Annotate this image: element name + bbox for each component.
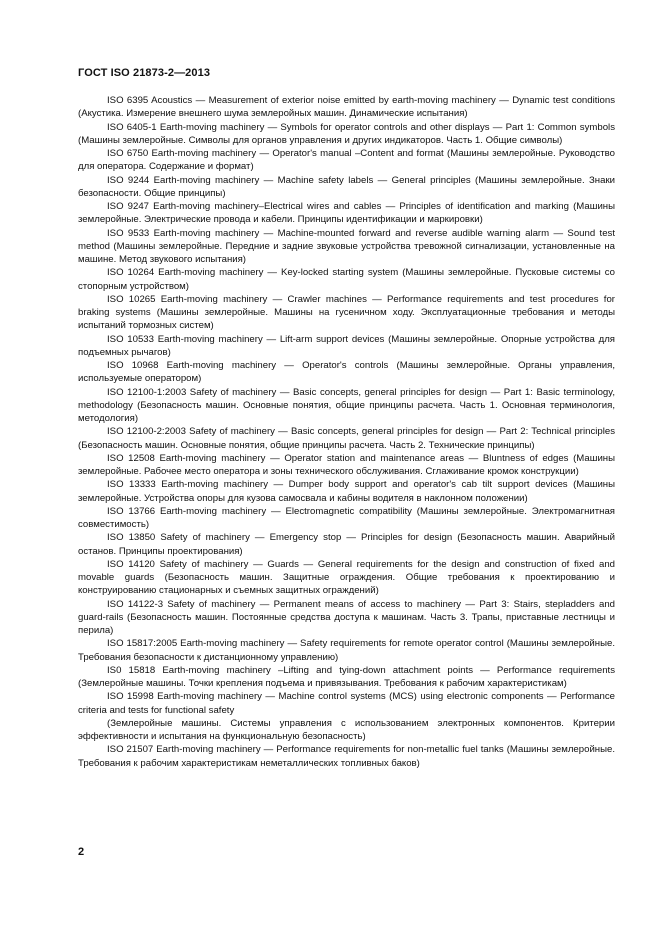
reference-entry: ISO 9533 Earth-moving machinery — Machine-mounted forward and reverse audible warning alarm — Sound test method (Машины землеройные. Передние и задние звуковые устройства тревожной сигнализации, установленные на машине. Метод звукового испытания) [78, 227, 615, 265]
reference-list [78, 94, 615, 770]
reference-entry: ISO 6395 Acoustics — Measurement of exterior noise emitted by earth-moving machinery — Dynamic test conditions (Акустика. Измерение внешнего шума землеройных машин. Динамические испытания) [78, 95, 615, 120]
reference-entry: ISO 9244 Earth-moving machinery — Machine safety labels — General principles (Машины землеройные. Знаки безопасности. Общие принципы) [78, 174, 615, 199]
reference-entry: IS0 15818 Earth-moving machinery –Lifting and tying-down attachment points — Performance requirements (Землеройные машины. Точки крепления подъема и привязывания. Требования к рабочим характеристикам) [78, 664, 615, 689]
reference-entry: ISO 15817:2005 Earth-moving machinery — Safety requirements for remote operator control (Машины землеройные. Требования безопасности к дистанционному управлению) [78, 638, 615, 663]
reference-entry: ISO 21507 Earth-moving machinery — Performance requirements for non-metallic fuel tanks (Машины землеройные. Требования к рабочим характеристикам неметаллических топливных баков) [78, 744, 615, 769]
reference-entry: ISO 6750 Earth-moving machinery — Operator's manual –Content and format (Машины землеройные. Руководство для оператора. Содержание и формат) [78, 148, 615, 173]
reference-entry-main: ISO 15998 Earth-moving machinery — Machine control systems (MCS) using electronic components — Performance criteria and tests for functional safety [78, 691, 615, 716]
document-header: ГОСТ ISO 21873-2—2013 [78, 67, 211, 79]
reference-entry: ISO 10265 Earth-moving machinery — Crawler machines — Performance requirements and test procedures for braking systems (Машины землеройные. Машины на гусеничном ходу. Эксплуатационные требования и методы испытаний тормозных систем) [78, 293, 615, 332]
page-number: 2 [78, 846, 85, 858]
reference-entry: ISO 13333 Earth-moving machinery — Dumper body support and operator's cab tilt support devices (Машины землеройные. Устройства опоры для кузова самосвала и кабины водителя в наклонном положении) [78, 479, 615, 504]
reference-entry: ISO 14120 Safety of machinery — Guards — General requirements for the design and construction of fixed and movable guards (Безопасность машин. Защитные ограждения. Общие требования к проектированию и конструированию стационарных и съемных защитных ограждений) [78, 558, 615, 597]
reference-entry: ISO 13766 Earth-moving machinery — Electromagnetic compatibility (Машины землеройные. Электромагнитная совместимость) [78, 505, 615, 530]
reference-entry: ISO 10533 Earth-moving machinery — Lift-arm support devices (Машины землеройные. Опорные устройства для подъемных рычагов) [78, 333, 615, 358]
reference-entry: ISO 14122-3 Safety of machinery — Permanent means of access to machinery — Part 3: Stairs, stepladders and guard-rails (Безопасность машин. Постоянные средства доступа к машинам. Часть 3. Трапы, приставные лестницы и перила) [78, 598, 615, 636]
reference-entry: ISO 12100-1:2003 Safety of machinery — Basic concepts, general principles for design — Part 1: Basic terminology, methodology (Безопасность машин. Основные понятия, общие принципы расчета. Часть 1. Основная терминология, методология) [78, 386, 615, 424]
reference-entry: ISO 10264 Earth-moving machinery — Key-locked starting system (Машины землеройные. Пусковые системы со стопорным устройством) [78, 267, 615, 292]
reference-entry-multipart [78, 690, 615, 743]
reference-entry: ISO 12508 Earth-moving machinery — Operator station and maintenance areas — Bluntness of edges (Машины землеройные. Рабочее место оператора и зоны технического обслуживания. Сглаживание кромок конструкции) [78, 452, 615, 477]
reference-entry: ISO 9247 Earth-moving machinery–Electrical wires and cables — Principles of identification and marking (Машины землеройные. Электрические провода и кабели. Принципы идентификации и маркировки) [78, 201, 615, 226]
reference-entry: ISO 12100-2:2003 Safety of machinery — Basic concepts, general principles for design — Part 2: Technical principles (Безопасность машин. Основные понятия, общие принципы расчета. Часть 2. Технические принципы) [78, 426, 615, 451]
reference-entry: ISO 10968 Earth-moving machinery — Operator's controls (Машины землеройные. Органы управления, используемые оператором) [78, 360, 615, 385]
reference-entry: ISO 6405-1 Earth-moving machinery — Symbols for operator controls and other displays — Part 1: Common symbols (Машины землеройные. Символы для органов управления и других индикаторов. Часть 1. Общие символы) [78, 121, 615, 146]
reference-entry: ISO 13850 Safety of machinery — Emergency stop — Principles for design (Безопасность машин. Аварийный останов. Принципы проектирования) [78, 532, 615, 557]
reference-entry-continuation: (Землеройные машины. Системы управления с использованием электронных компонентов. Критерии эффективности и испытания на функциональную безопасность) [78, 717, 615, 742]
